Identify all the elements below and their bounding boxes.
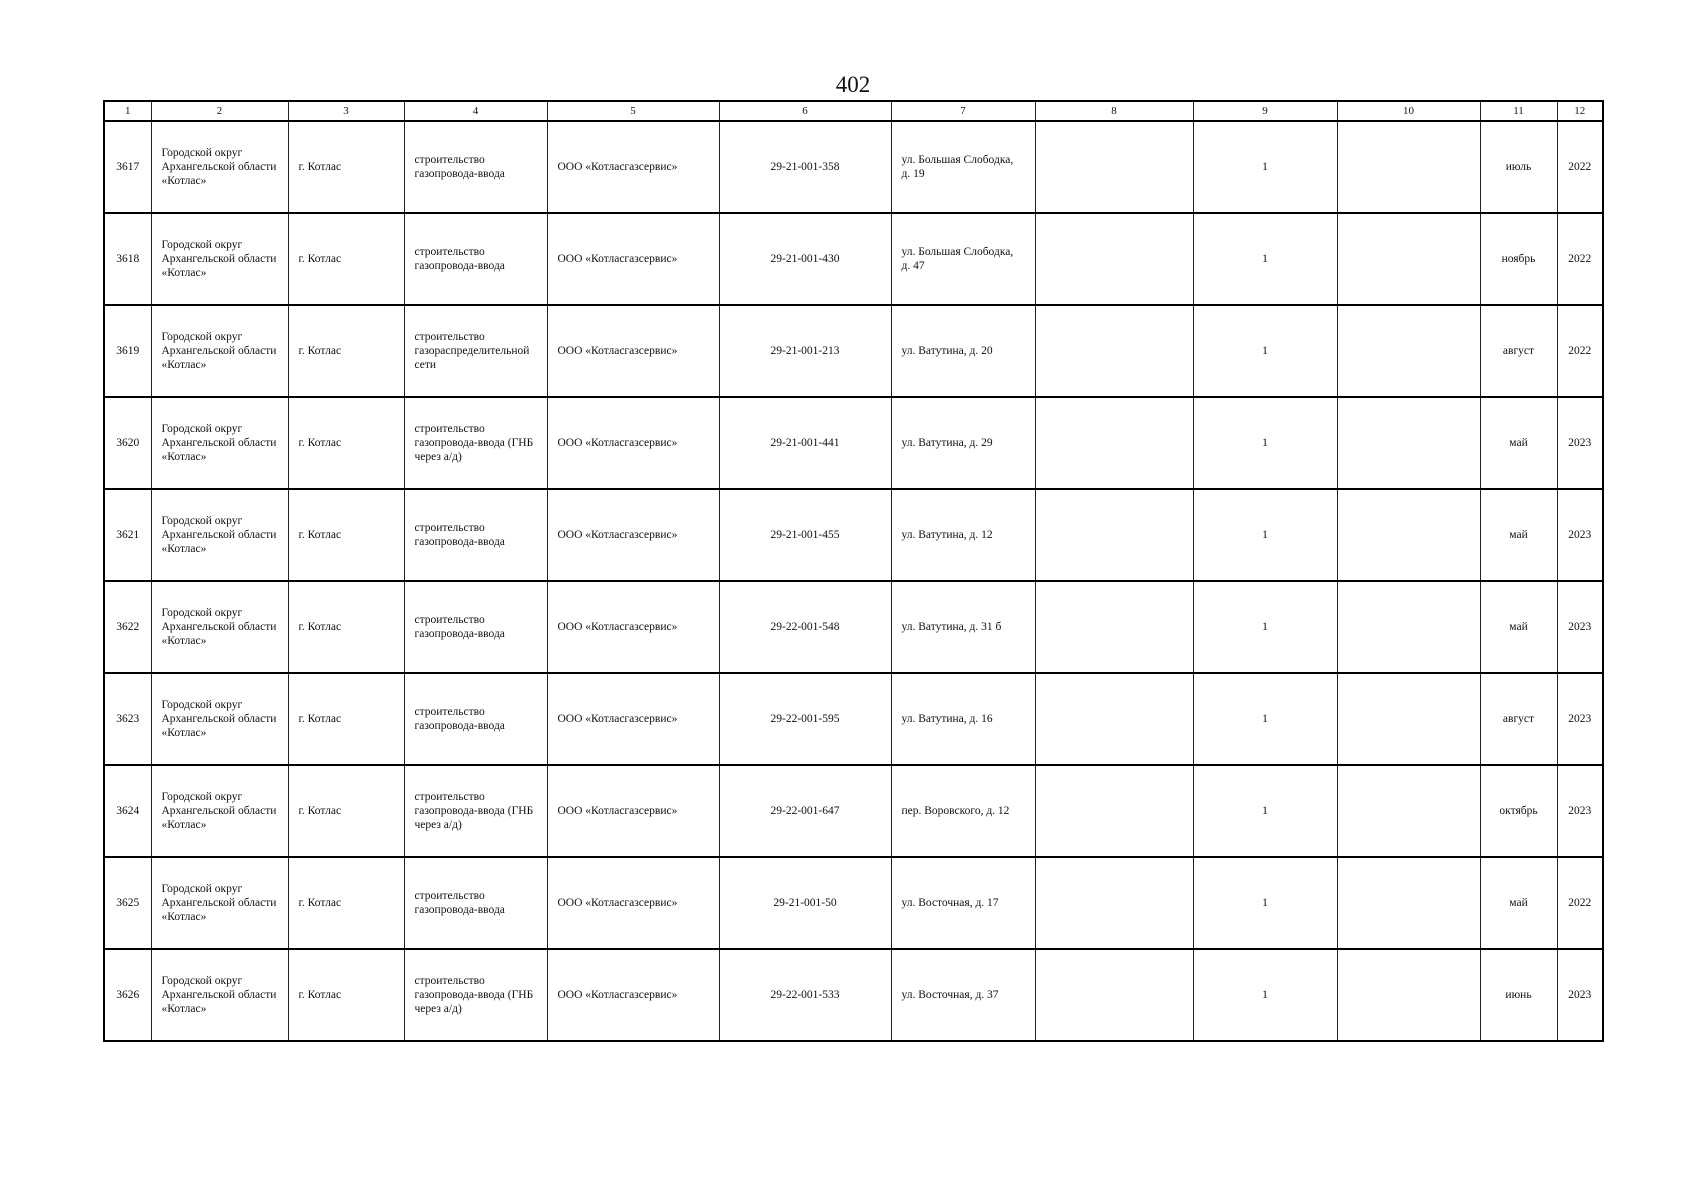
column-number-header: 7 — [891, 101, 1035, 121]
month-cell: август — [1480, 673, 1557, 765]
column-10-cell — [1337, 397, 1480, 489]
locality-cell: г. Котлас — [288, 857, 404, 949]
organization-cell: ООО «Котласгазсервис» — [547, 949, 719, 1041]
column-8-cell — [1035, 581, 1193, 673]
column-number-header: 8 — [1035, 101, 1193, 121]
table-row — [104, 949, 1603, 1041]
column-number-header: 11 — [1480, 101, 1557, 121]
month-cell: август — [1480, 305, 1557, 397]
row-number: 3620 — [104, 397, 151, 489]
month-cell: май — [1480, 489, 1557, 581]
column-10-cell — [1337, 121, 1480, 213]
address-cell: ул. Большая Слободка, д. 19 — [891, 121, 1035, 213]
work-type-cell: строительство газопровода-ввода (ГНБ через а/д) — [404, 949, 547, 1041]
municipality-cell: Городской округ Архангельской области «Котлас» — [151, 397, 288, 489]
row-number: 3617 — [104, 121, 151, 213]
work-type-cell: строительство газопровода-ввода — [404, 121, 547, 213]
address-cell: ул. Большая Слободка, д. 47 — [891, 213, 1035, 305]
work-type-cell: строительство газопровода-ввода — [404, 581, 547, 673]
column-8-cell — [1035, 305, 1193, 397]
object-code-cell: 29-21-001-50 — [719, 857, 891, 949]
municipality-cell: Городской округ Архангельской области «Котлас» — [151, 213, 288, 305]
work-type-cell: строительство газопровода-ввода (ГНБ через а/д) — [404, 397, 547, 489]
column-number-header: 10 — [1337, 101, 1480, 121]
column-10-cell — [1337, 305, 1480, 397]
object-code-cell: 29-22-001-533 — [719, 949, 891, 1041]
object-code-cell: 29-21-001-455 — [719, 489, 891, 581]
year-cell: 2022 — [1557, 121, 1603, 213]
column-8-cell — [1035, 213, 1193, 305]
year-cell: 2022 — [1557, 857, 1603, 949]
address-cell: ул. Ватутина, д. 20 — [891, 305, 1035, 397]
organization-cell: ООО «Котласгазсервис» — [547, 857, 719, 949]
address-cell: ул. Ватутина, д. 29 — [891, 397, 1035, 489]
column-8-cell — [1035, 949, 1193, 1041]
column-10-cell — [1337, 673, 1480, 765]
column-8-cell — [1035, 857, 1193, 949]
month-cell: май — [1480, 397, 1557, 489]
column-10-cell — [1337, 765, 1480, 857]
address-cell: ул. Восточная, д. 37 — [891, 949, 1035, 1041]
municipality-cell: Городской округ Архангельской области «Котлас» — [151, 581, 288, 673]
year-cell: 2023 — [1557, 489, 1603, 581]
row-number: 3619 — [104, 305, 151, 397]
column-8-cell — [1035, 765, 1193, 857]
register-table — [103, 100, 1604, 1042]
locality-cell: г. Котлас — [288, 121, 404, 213]
locality-cell: г. Котлас — [288, 397, 404, 489]
year-cell: 2023 — [1557, 397, 1603, 489]
work-type-cell: строительство газопровода-ввода (ГНБ через а/д) — [404, 765, 547, 857]
municipality-cell: Городской округ Архангельской области «Котлас» — [151, 305, 288, 397]
municipality-cell: Городской округ Архангельской области «Котлас» — [151, 949, 288, 1041]
month-cell: октябрь — [1480, 765, 1557, 857]
locality-cell: г. Котлас — [288, 765, 404, 857]
locality-cell: г. Котлас — [288, 581, 404, 673]
column-number-header: 5 — [547, 101, 719, 121]
municipality-cell: Городской округ Архангельской области «Котлас» — [151, 673, 288, 765]
organization-cell: ООО «Котласгазсервис» — [547, 673, 719, 765]
municipality-cell: Городской округ Архангельской области «Котлас» — [151, 765, 288, 857]
table-row — [104, 857, 1603, 949]
address-cell: пер. Воровского, д. 12 — [891, 765, 1035, 857]
column-number-header: 12 — [1557, 101, 1603, 121]
row-number: 3622 — [104, 581, 151, 673]
organization-cell: ООО «Котласгазсервис» — [547, 305, 719, 397]
row-number: 3618 — [104, 213, 151, 305]
address-cell: ул. Ватутина, д. 31 б — [891, 581, 1035, 673]
column-number-row — [104, 101, 1603, 121]
object-code-cell: 29-21-001-358 — [719, 121, 891, 213]
year-cell: 2023 — [1557, 673, 1603, 765]
column-8-cell — [1035, 397, 1193, 489]
locality-cell: г. Котлас — [288, 949, 404, 1041]
year-cell: 2023 — [1557, 581, 1603, 673]
column-number-header: 3 — [288, 101, 404, 121]
quantity-cell: 1 — [1193, 121, 1337, 213]
organization-cell: ООО «Котласгазсервис» — [547, 121, 719, 213]
column-number-header: 6 — [719, 101, 891, 121]
locality-cell: г. Котлас — [288, 305, 404, 397]
work-type-cell: строительство газопровода-ввода — [404, 673, 547, 765]
work-type-cell: строительство газораспределительной сети — [404, 305, 547, 397]
object-code-cell: 29-21-001-213 — [719, 305, 891, 397]
month-cell: ноябрь — [1480, 213, 1557, 305]
column-10-cell — [1337, 857, 1480, 949]
year-cell: 2023 — [1557, 765, 1603, 857]
row-number: 3626 — [104, 949, 151, 1041]
table-row — [104, 673, 1603, 765]
year-cell: 2023 — [1557, 949, 1603, 1041]
table-row — [104, 397, 1603, 489]
organization-cell: ООО «Котласгазсервис» — [547, 213, 719, 305]
column-number-header: 4 — [404, 101, 547, 121]
column-number-header: 9 — [1193, 101, 1337, 121]
organization-cell: ООО «Котласгазсервис» — [547, 581, 719, 673]
column-10-cell — [1337, 949, 1480, 1041]
object-code-cell: 29-21-001-441 — [719, 397, 891, 489]
month-cell: июнь — [1480, 949, 1557, 1041]
object-code-cell: 29-22-001-548 — [719, 581, 891, 673]
locality-cell: г. Котлас — [288, 213, 404, 305]
work-type-cell: строительство газопровода-ввода — [404, 213, 547, 305]
object-code-cell: 29-22-001-647 — [719, 765, 891, 857]
organization-cell: ООО «Котласгазсервис» — [547, 397, 719, 489]
quantity-cell: 1 — [1193, 305, 1337, 397]
organization-cell: ООО «Котласгазсервис» — [547, 765, 719, 857]
address-cell: ул. Восточная, д. 17 — [891, 857, 1035, 949]
work-type-cell: строительство газопровода-ввода — [404, 489, 547, 581]
table-row — [104, 765, 1603, 857]
column-10-cell — [1337, 213, 1480, 305]
quantity-cell: 1 — [1193, 213, 1337, 305]
quantity-cell: 1 — [1193, 581, 1337, 673]
object-code-cell: 29-22-001-595 — [719, 673, 891, 765]
quantity-cell: 1 — [1193, 765, 1337, 857]
month-cell: июль — [1480, 121, 1557, 213]
table-row — [104, 305, 1603, 397]
row-number: 3621 — [104, 489, 151, 581]
table-row — [104, 581, 1603, 673]
municipality-cell: Городской округ Архангельской области «Котлас» — [151, 857, 288, 949]
column-10-cell — [1337, 489, 1480, 581]
table-row — [104, 121, 1603, 213]
column-8-cell — [1035, 673, 1193, 765]
quantity-cell: 1 — [1193, 673, 1337, 765]
locality-cell: г. Котлас — [288, 489, 404, 581]
table-row — [104, 213, 1603, 305]
column-10-cell — [1337, 581, 1480, 673]
quantity-cell: 1 — [1193, 489, 1337, 581]
year-cell: 2022 — [1557, 213, 1603, 305]
column-8-cell — [1035, 489, 1193, 581]
municipality-cell: Городской округ Архангельской области «Котлас» — [151, 489, 288, 581]
quantity-cell: 1 — [1193, 397, 1337, 489]
row-number: 3624 — [104, 765, 151, 857]
column-number-header: 1 — [104, 101, 151, 121]
address-cell: ул. Ватутина, д. 12 — [891, 489, 1035, 581]
object-code-cell: 29-21-001-430 — [719, 213, 891, 305]
column-8-cell — [1035, 121, 1193, 213]
month-cell: май — [1480, 581, 1557, 673]
organization-cell: ООО «Котласгазсервис» — [547, 489, 719, 581]
month-cell: май — [1480, 857, 1557, 949]
quantity-cell: 1 — [1193, 857, 1337, 949]
row-number: 3623 — [104, 673, 151, 765]
column-number-header: 2 — [151, 101, 288, 121]
quantity-cell: 1 — [1193, 949, 1337, 1041]
municipality-cell: Городской округ Архангельской области «Котлас» — [151, 121, 288, 213]
address-cell: ул. Ватутина, д. 16 — [891, 673, 1035, 765]
page-number: 402 — [835, 72, 871, 97]
table-row — [104, 489, 1603, 581]
year-cell: 2022 — [1557, 305, 1603, 397]
locality-cell: г. Котлас — [288, 673, 404, 765]
row-number: 3625 — [104, 857, 151, 949]
work-type-cell: строительство газопровода-ввода — [404, 857, 547, 949]
